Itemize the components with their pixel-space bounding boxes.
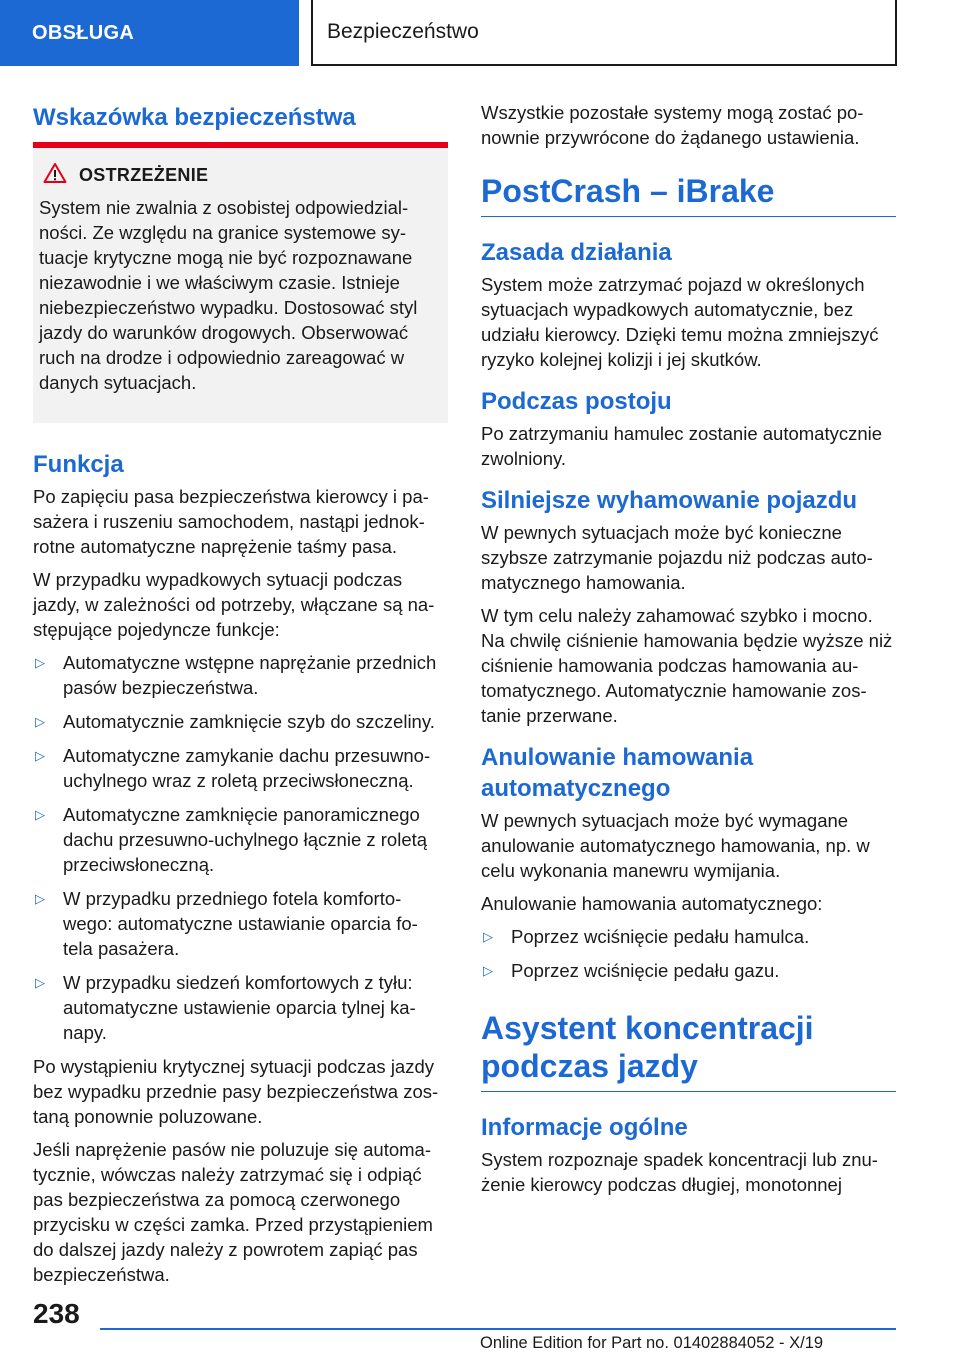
chapter-tab-label: OBSŁUGA xyxy=(32,21,135,44)
triangle-right-icon: ▷ xyxy=(35,807,45,822)
principle-heading: Zasada działania xyxy=(481,239,672,266)
triangle-right-icon: ▷ xyxy=(35,975,45,990)
function-paragraph-4: Jeśli naprężenie pasów nie poluzuje się automa- tycznie, wówczas należy zatrzymać się i odpiąć pas bezpieczeństwa za pomocą czerwonego przycisku w części zamka. Przed przystąpieniem do dalszej jazdy należy z powrotem zapiąć pas bezpieczeństwa. xyxy=(33,1139,433,1285)
footer-rule xyxy=(100,1328,896,1330)
warning-box xyxy=(33,148,448,423)
section-header-label: Bezpieczeństwo xyxy=(327,20,479,43)
principle-paragraph: System może zatrzymać pojazd w określonych sytuacjach wypadkowych automatycznie, bez udziału kierowcy. Dzięki temu można zmniejszyć ryzyko kolejnej kolizji i jej skutków. xyxy=(481,274,879,370)
chapter-tab xyxy=(0,0,299,66)
function-paragraph-2: W przypadku wypadkowych sytuacji podczas jazdy, w zależności od potrzeby, włączane są na- stępujące pojedyncze funkcje: xyxy=(33,569,435,640)
postcrash-title: PostCrash – iBrake xyxy=(481,172,896,217)
list-item: ▷ W przypadku siedzeń komfortowych z tyłu: automatyczne ustawienie oparcia tylnej ka- napy. xyxy=(35,972,416,1043)
list-item: ▷ Automatyczne zamykanie dachu przesuwno- uchylnego wraz z roletą przeciwsłoneczną. xyxy=(35,745,431,791)
attention-assistant-title: Asystent koncentracji podczas jazdy xyxy=(481,1009,896,1092)
triangle-right-icon: ▷ xyxy=(483,963,493,978)
list-item: ▷ Automatycznie zamknięcie szyb do szczeliny. xyxy=(35,711,435,732)
list-item: ▷ W przypadku przedniego fotela komforto- wego: automatyczne ustawianie oparcia fo- tela pasażera. xyxy=(35,888,418,959)
warning-header xyxy=(43,162,442,189)
cancel-braking-paragraph-1: W pewnych sytuacjach może być wymagane anulowanie automatycznego hamowania, np. w celu wykonania manewru wymijania. xyxy=(481,810,870,881)
standstill-paragraph: Po zatrzymaniu hamulec zostanie automatycznie zwolniony. xyxy=(481,423,883,469)
page-number: 238 xyxy=(33,1298,80,1329)
triangle-right-icon: ▷ xyxy=(483,929,493,944)
triangle-right-icon: ▷ xyxy=(35,655,45,670)
list-item: ▷ Poprzez wciśnięcie pedału gazu. xyxy=(483,960,780,981)
cancel-braking-paragraph-2: Anulowanie hamowania automatycznego: xyxy=(481,893,823,914)
function-heading: Funkcja xyxy=(33,451,124,478)
safety-note-title: Wskazówka bezpieczeństwa xyxy=(33,104,356,131)
stronger-braking-paragraph-1: W pewnych sytuacjach może być konieczne szybsze zatrzymanie pojazdu niż podczas auto- matycznego hamowania. xyxy=(481,522,873,593)
edition-note: Online Edition for Part no. 01402884052 - X/19 xyxy=(480,1334,824,1352)
triangle-right-icon: ▷ xyxy=(35,748,45,763)
standstill-heading: Podczas postoju xyxy=(481,388,672,415)
intro-paragraph: Wszystkie pozostałe systemy mogą zostać po- nownie przywrócone do żądanego ustawienia. xyxy=(481,102,864,148)
function-paragraph-3: Po wystąpieniu krytycznej sytuacji podczas jazdy bez wypadku przednie pasy bezpieczeństwa zos- taną ponownie poluzowane. xyxy=(33,1056,439,1127)
warning-text: System nie zwalnia z osobistej odpowiedzial- ności. Ze względu na granice systemowe sy- tuacje krytyczne mogą nie być rozpoznawane niezawodnie i we właściwym czasie. Istnieje niebezpieczeństwo wypadku. Dostosować styl jazdy do warunków drogowych. Obserwować ruch na drodze i odpowiednio zareagować w danych sytuacjach. xyxy=(39,197,418,393)
triangle-right-icon: ▷ xyxy=(35,714,45,729)
triangle-right-icon: ▷ xyxy=(35,891,45,906)
list-item: ▷ Automatyczne wstępne naprężanie przednich pasów bezpieczeństwa. xyxy=(35,652,437,698)
list-item: ▷ Poprzez wciśnięcie pedału hamulca. xyxy=(483,926,810,947)
function-list xyxy=(33,650,448,1045)
list-item: ▷ Automatyczne zamknięcie panoramicznego dachu przesuwno-uchylnego łącznie z roletą przeciwsłoneczną. xyxy=(35,804,428,875)
general-info-paragraph: System rozpoznaje spadek koncentracji lub znu- żenie kierowcy podczas długiej, monotonnej xyxy=(481,1149,878,1195)
left-column xyxy=(33,100,448,1295)
stronger-braking-paragraph-2: W tym celu należy zahamować szybko i mocno. Na chwilę ciśnienie hamowania będzie wyższe niż ciśnienie hamowania podczas hamowania au- tomatycznego. Automatycznie hamowanie zos- tanie przerwane. xyxy=(481,605,893,726)
right-column xyxy=(481,100,896,1205)
cancel-braking-list xyxy=(481,924,896,983)
general-info-heading: Informacje ogólne xyxy=(481,1114,688,1141)
stronger-braking-heading: Silniejsze wyhamowanie pojazdu xyxy=(481,487,858,514)
function-paragraph-1: Po zapięciu pasa bezpieczeństwa kierowcy i pa- sażera i ruszeniu samochodem, nastąpi jednok- rotne automatyczne naprężenie taśmy pasa. xyxy=(33,486,429,557)
cancel-braking-heading: Anulowanie hamowania automatycznego xyxy=(481,744,754,802)
section-header xyxy=(311,0,897,66)
warning-triangle-icon xyxy=(43,162,67,189)
warning-title: OSTRZEŻENIE xyxy=(79,165,209,185)
